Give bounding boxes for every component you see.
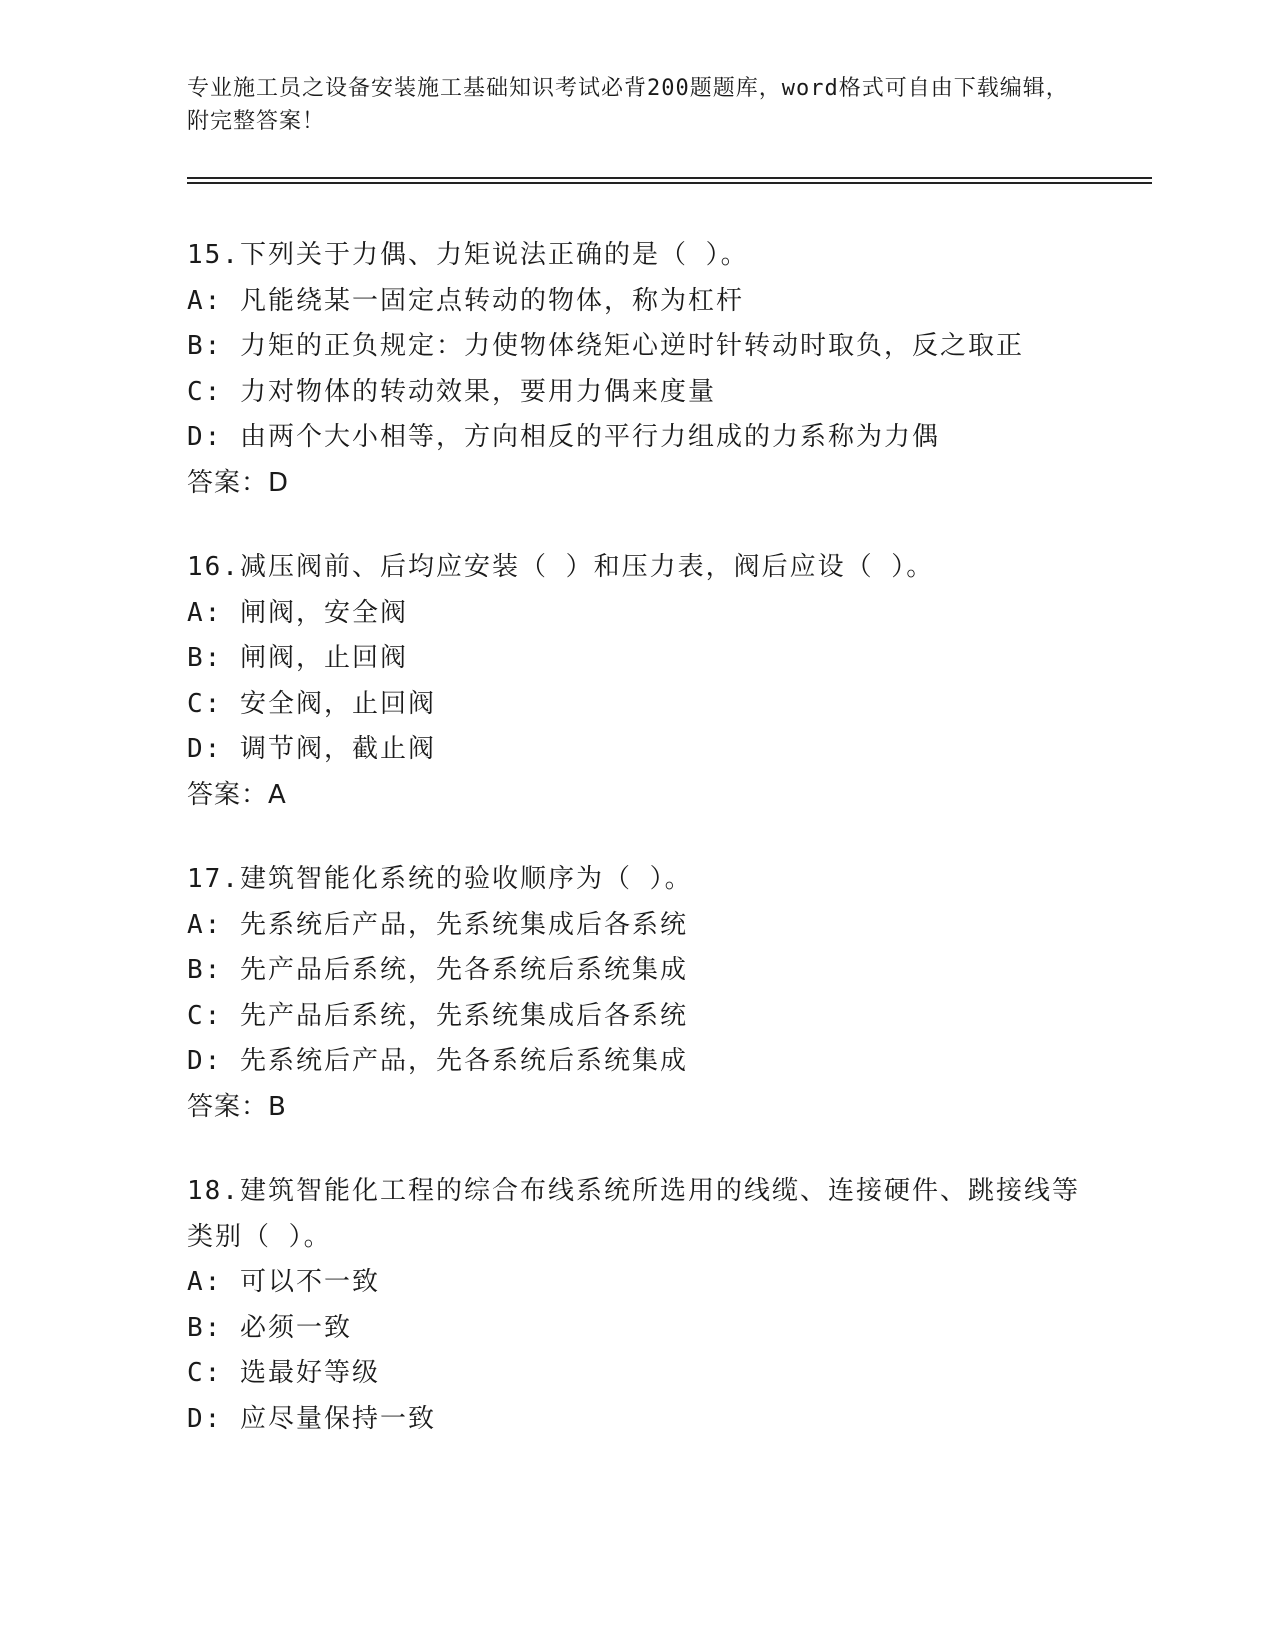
option-c: C: 先产品后系统，先系统集成后各系统 <box>187 1000 688 1031</box>
option-a: A: 先系统后产品，先系统集成后各系统 <box>187 909 688 940</box>
option-d: D: 先系统后产品，先各系统后系统集成 <box>187 1046 688 1076</box>
question-stem: 18.建筑智能化工程的综合布线系统所选用的线缆、连接硬件、跳接线等类别（ ）。 <box>187 1176 1080 1252</box>
answer-label: 答案：D <box>187 467 290 498</box>
answer-label: 答案：A <box>187 779 287 810</box>
question-17 <box>187 857 1087 1130</box>
question-stem: 17.建筑智能化系统的验收顺序为（ ）。 <box>187 864 693 894</box>
option-c: C: 选最好等级 <box>187 1358 380 1388</box>
header-divider-top <box>187 177 1152 179</box>
option-b: B: 力矩的正负规定：力使物体绕矩心逆时针转动时取负，反之取正 <box>187 331 1024 361</box>
option-a: A: 可以不一致 <box>187 1267 380 1297</box>
question-15 <box>187 233 1087 506</box>
question-stem: 16.减压阀前、后均应安装（ ）和压力表，阀后应设（ ）。 <box>187 552 935 582</box>
question-18 <box>187 1169 1087 1442</box>
option-d: D: 应尽量保持一致 <box>187 1403 436 1434</box>
question-list <box>187 233 1087 1481</box>
option-a: A: 凡能绕某一固定点转动的物体，称为杠杆 <box>187 285 744 316</box>
option-d: D: 由两个大小相等，方向相反的平行力组成的力系称为力偶 <box>187 422 940 452</box>
option-b: B: 必须一致 <box>187 1312 352 1343</box>
option-a: A: 闸阀，安全阀 <box>187 597 408 628</box>
option-d: D: 调节阀，截止阀 <box>187 734 436 764</box>
option-c: C: 安全阀，止回阀 <box>187 688 436 719</box>
header-divider-bottom <box>187 182 1152 184</box>
question-16 <box>187 545 1087 818</box>
option-b: B: 闸阀，止回阀 <box>187 643 408 673</box>
option-c: C: 力对物体的转动效果，要用力偶来度量 <box>187 376 716 407</box>
document-title: 专业施工员之设备安装施工基础知识考试必背200题题库，word格式可自由下载编辑，附完整答案！ <box>187 76 1069 134</box>
answer-label: 答案：B <box>187 1091 287 1122</box>
option-b: B: 先产品后系统，先各系统后系统集成 <box>187 955 688 985</box>
question-stem: 15.下列关于力偶、力矩说法正确的是（ ）。 <box>187 240 749 270</box>
